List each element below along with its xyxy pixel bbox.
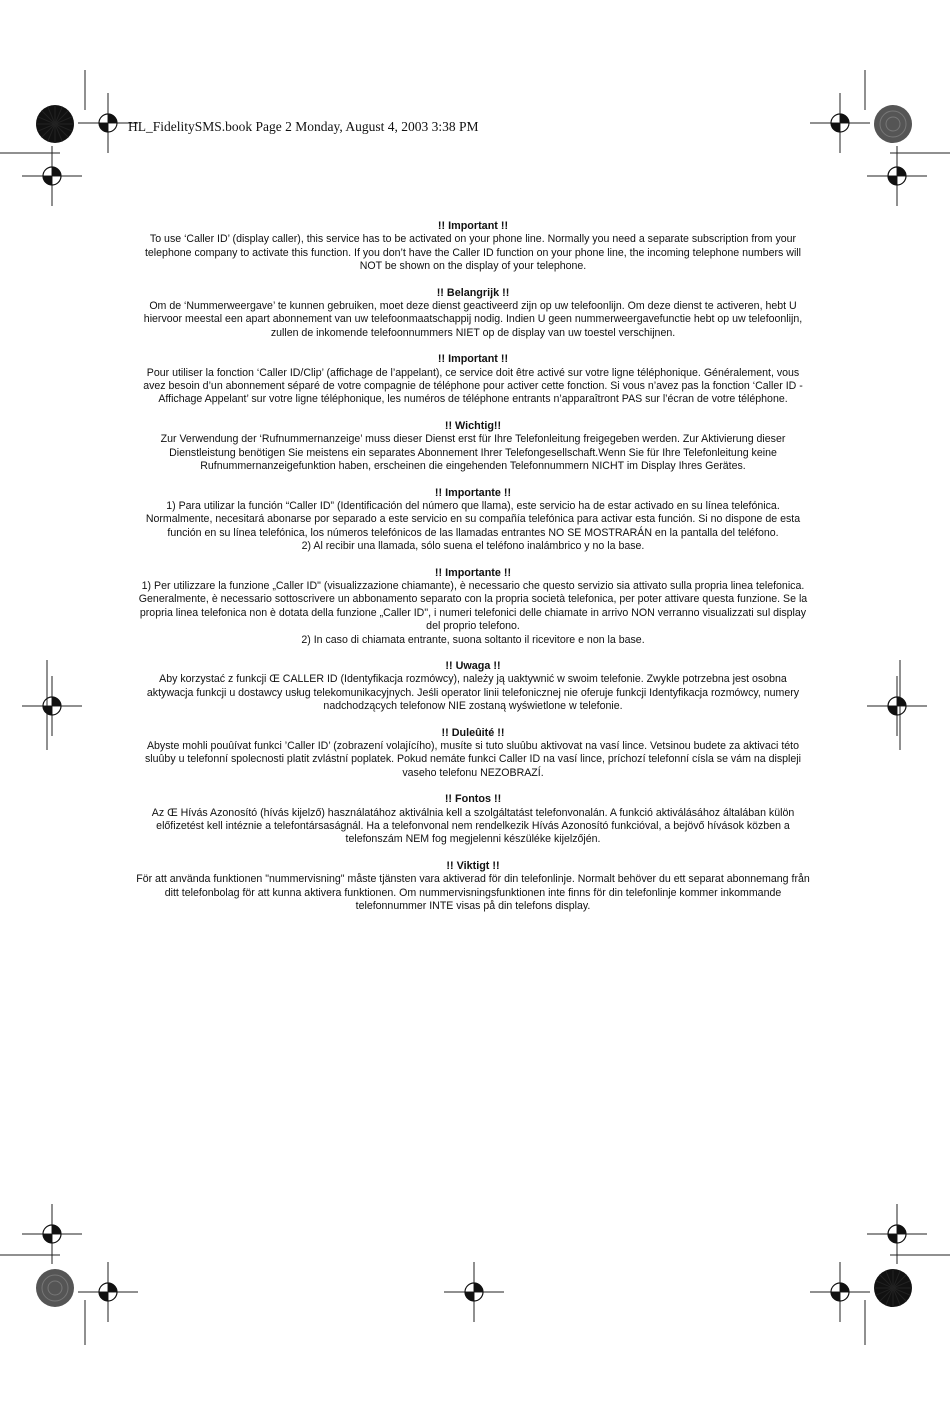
- registration-mark-icon: [810, 93, 870, 153]
- section-paragraph: Abyste mohli pouûívat funkci ’Caller ID’ (zobrazení volajícího), musíte si tuto sluûbu aktivovat na vasí lince. Vetsinou budete za aktivaci této sluûby u telefonní spolecnosti platit zvlástní poplatek. Pokud nemáte funkci Caller ID na vasí lince, príchozí telefonní císla se vám na displeji vaseho telefonu NEZOBRAZÍ.: [145, 740, 801, 779]
- notice-section-italian: [135, 567, 811, 647]
- section-paragraph: Az Œ Hívás Azonosító (hívás kijelző) használatához aktiválnia kell a szolgáltatást telefonvonalán. A funkció aktiválásához általában külön előfizetést kell intéznie a telefontársaságnál. Ha a telefonvonal nem rendelkezik Hívás Azonosító funkcióval, a bejövő hívások közben a telefonszám NEM fog megjelenni készüléke kijelzőjén.: [151, 806, 795, 846]
- notice-section-polish: [135, 660, 811, 714]
- section-paragraph: Aby korzystać z funkcji Œ CALLER ID (Identyfikacja rozmówcy), należy ją uaktywnić w swoim telefonie. Zwykle potrzebna jest osobna aktywacja funkcji u dostawcy usług telekomunikacyjnych. Jeśli operator linii telefonicznej nie oferuje funkcji Identyfikacja rozmówcy, numery nadchodzących telefonow NIE zostaną wyświetlone w telefonie.: [146, 673, 800, 713]
- star-target-icon: [36, 105, 74, 143]
- section-paragraph: To use ‘Caller ID’ (display caller), this service has to be activated on your phone line. Normally you need a separate subscription from your telephone company to activate this function. If you don’t have the Caller ID function on your phone line, the incoming telephone numbers will NOT be shown on the display of your telephone.: [144, 233, 802, 273]
- section-heading: !! Wichtig!!: [444, 419, 502, 432]
- star-target-icon: [874, 1269, 912, 1307]
- section-paragraph: För att använda funktionen "nummervisning" måste tjänsten vara aktiverad för din telefonlinje. Normalt behöver du ett separat abonnemang från ditt telefonbolag för att kunna aktivera funktionen. Om nummervisningsfunktionen inte finns för din telefonlinje kommer inkommande telefonnummer INTE visas på din telefons display.: [136, 873, 810, 913]
- notice-section-dutch: [135, 287, 811, 341]
- registration-mark-icon: [867, 676, 927, 736]
- registration-mark-icon: [444, 1262, 504, 1322]
- notice-section-czech: [135, 727, 811, 781]
- section-paragraph: Om de ‘Nummerweergave’ te kunnen gebruiken, moet deze dienst geactiveerd zijn op uw telefoonlijn. Om deze dienst te activeren, hebt U hiervoor meestal een apart abonnement van uw telefoonmaatschappij nodig. Indien U geen nummerweergavefunctie hebt op uw telefoonlijn, zullen de inkomende telefoonnummers NIET op de display van uw toestel verschijnen.: [143, 300, 803, 339]
- notice-body: [135, 220, 811, 926]
- running-head: HL_FidelitySMS.book Page 2 Monday, August 4, 2003 3:38 PM: [128, 119, 479, 134]
- notice-section-swedish: [135, 860, 811, 914]
- section-paragraph: 1) Para utilizar la función “Caller ID” (Identificación del número que llama), este servicio ha de estar activado en su línea telefónica. Normalmente, necesitará abonarse por separado a este servicio en su compañía telefónica para activar esta función. Si no dispone de esta función en su línea telefónica, los números telefónicos de las llamadas entrantes NO SE MOSTRARÁN en la pantalla del teléfono.: [145, 499, 801, 539]
- section-heading: !! Important !!: [437, 353, 509, 366]
- grey-target-icon: [874, 105, 912, 143]
- section-paragraph: Zur Verwendung der ‘Rufnummernanzeige’ muss dieser Dienst erst für Ihre Telefonleitung freigegeben werden. Zur Aktivierung dieser Dienstleistung benötigen Sie meistens ein separates Abonnement Ihrer Telefongesellschaft.Wenn Sie für Ihre Telefonleitung keine Rufnummernanzeigefunktion haben, erscheinen die eingehenden Telefonnummern NICHT im Display Ihres Gerätes.: [160, 433, 786, 473]
- registration-mark-icon: [22, 146, 82, 206]
- grey-target-icon: [36, 1269, 74, 1307]
- notice-section-spanish: [135, 487, 811, 554]
- section-heading: !! Fontos !!: [444, 793, 502, 806]
- section-paragraph: Pour utiliser la fonction ‘Caller ID/Clip’ (affichage de l’appelant), ce service doit être activé sur votre ligne téléphonique. Généralement, vous avez besoin d’un abonnement séparé de votre compagnie de téléphone pour activer cette fonction. Si vous n’avez pas la fonction ‘Caller ID - Affichage Appelant’ sur votre ligne téléphonique, les numéros de téléphone entrants n’apparaîtront PAS sur l’écran de votre téléphone.: [143, 366, 803, 406]
- section-heading: !! Importante !!: [434, 486, 512, 499]
- section-heading: !! Belangrijk !!: [436, 286, 510, 299]
- notice-section-hungarian: [135, 793, 811, 847]
- notice-section-french: [135, 353, 811, 407]
- registration-mark-icon: [810, 1262, 870, 1322]
- section-heading: !! Importante !!: [434, 566, 512, 579]
- section-heading: !! Uwaga !!: [445, 659, 501, 672]
- section-paragraph: 1) Per utilizzare la funzione „Caller ID" (visualizzazione chiamante), è necessario che questo servizio sia attivato sulla propria linea telefonica. Generalmente, è necessario sottoscrivere un abbonamento separato con la propria società telefonica, per poter attivare questa funzione. Se la propria linea telefonica non è dotata della funzione „Caller ID", i numeri telefonici delle chiamate in arrivo NON verranno visualizzati sul display del proprio telefono.: [138, 579, 808, 633]
- section-heading: !! Important !!: [437, 220, 509, 232]
- registration-mark-icon: [78, 1262, 138, 1322]
- notice-section-german: [135, 420, 811, 474]
- section-heading: !! Duleûité !!: [441, 726, 505, 739]
- registration-mark-icon: [22, 676, 82, 736]
- section-heading: !! Viktigt !!: [446, 859, 500, 872]
- registration-mark-icon: [867, 146, 927, 206]
- notice-section-english: [135, 220, 811, 274]
- section-paragraph: 2) Al recibir una llamada, sólo suena el teléfono inalámbrico y no la base.: [301, 540, 645, 553]
- section-paragraph: 2) In caso di chiamata entrante, suona soltanto il ricevitore e non la base.: [301, 633, 645, 646]
